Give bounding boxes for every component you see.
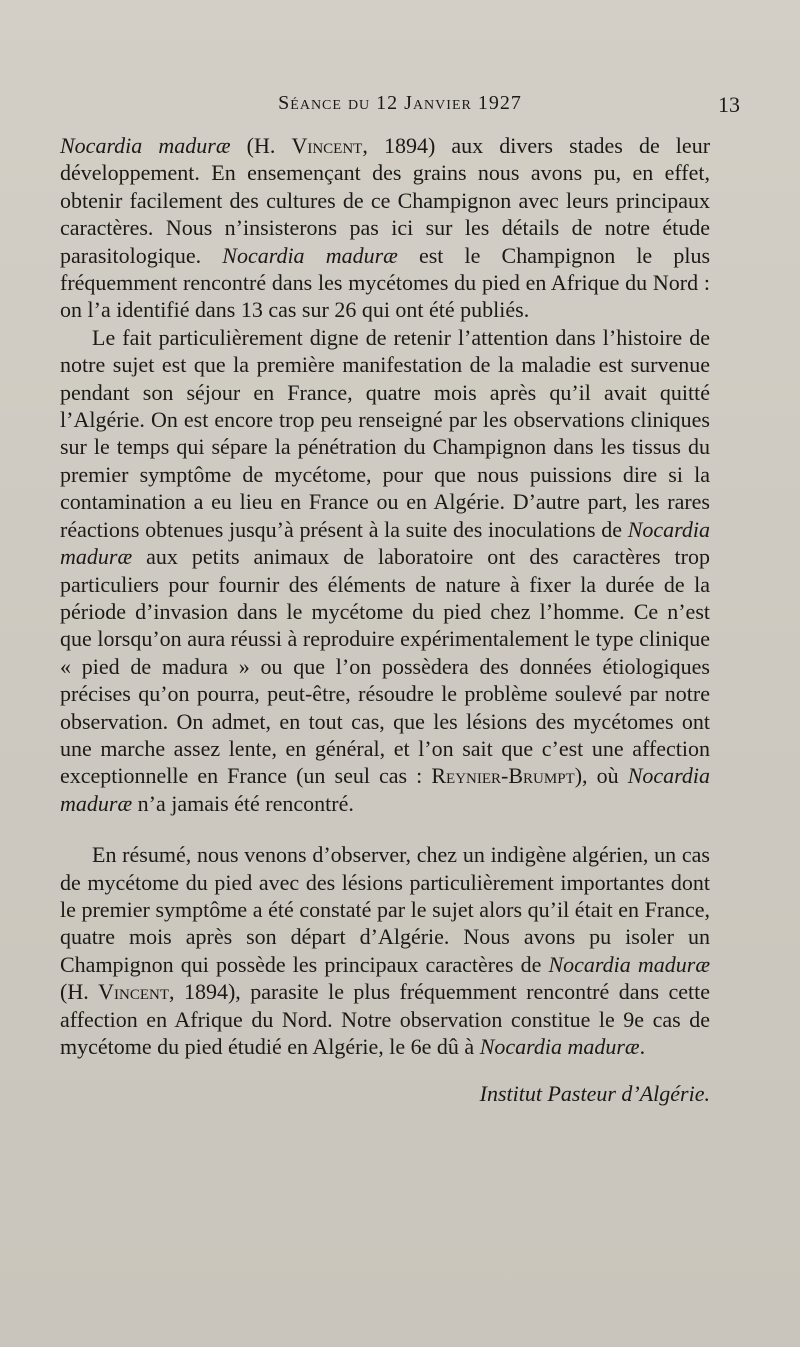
- text-run: En résumé, nous venons d’observer, chez un indigène algérien, un cas de mycétome du pied avec des lésions particulièrement importantes dont le premier symptôme a été constaté par le sujet alors qu’il était en France, quatre mois après son départ d’Algérie. Nous avons pu isoler un Champignon qui possède les principaux caractères de: [60, 842, 710, 977]
- text-run: , 1894), parasite le plus fréquemment rencontré dans cette affection en Afrique du Nord. Notre observation constitue le 9e cas de mycétome du pied étudié en Algérie, le 6e dû à: [60, 979, 710, 1059]
- italic-text: Nocardia maduræ: [60, 516, 710, 570]
- text-run: n’a jamais été rencontré.: [132, 790, 354, 816]
- text-run: ), où: [574, 763, 628, 789]
- italic-text: Nocardia maduræ: [60, 763, 710, 816]
- text-run: (H.: [230, 133, 292, 158]
- text-run: .: [639, 1034, 646, 1059]
- text-run: Le fait particulièrement digne de retenir l’attention dans l’histoire de notre sujet est que la première manifestation de la maladie est survenue pendant son séjour en France, quatre mois après qu’il avait quitté l’Algérie. On est encore trop peu renseigné par les observations cliniques sur le temps qui sépare la pénétration du Champignon dans les tissus du premier symptôme de mycétome, pour que nous puissions dire si la contamination a eu lieu en France ou en Algérie. D’autre part, les rares réactions obtenues jusqu’à présent à la suite des inoculations de: [60, 324, 710, 542]
- text-run: est le Champignon le plus fréquemment rencontré dans les mycétomes du pied en Afrique du Nord : on l’a identifié dans 13 cas sur 26 qui ont été publiés.: [60, 242, 711, 323]
- italic-text: Nocardia maduræ: [222, 242, 398, 268]
- small-caps-text: Vincent: [98, 979, 170, 1005]
- page-number: 13: [718, 92, 740, 117]
- small-caps-text: Reynier-Brumpt: [431, 763, 575, 789]
- running-head: Séance du 12 Janvier 1927: [278, 92, 522, 114]
- italic-text: Nocardia maduræ: [548, 951, 711, 977]
- paragraph: [60, 324, 710, 817]
- signature: Institut Pasteur d’Algérie.: [479, 1081, 710, 1107]
- text-run: (H.: [60, 979, 99, 1005]
- small-caps-text: Vincent: [291, 133, 363, 158]
- italic-text: Nocardia maduræ: [60, 133, 231, 158]
- body-text: [60, 132, 710, 1108]
- page-header: [60, 92, 740, 122]
- text-run: aux petits animaux de laboratoire ont des caractères trop particuliers pour fournir des éléments de nature à fixer la durée de la période d’invasion dans le mycétome du pied chez l’homme. Ce n’est que lorsqu’on aura réussi à reproduire expérimentalement le type clinique « pied de madura » ou que l’on possèdera des données étiologiques précises qu’on pourra, peut-être, résoudre le problème soulevé par notre observation. On admet, en tout cas, que les lésions des mycétomes ont une marche assez lente, en général, et l’on sait que c’est une affection exceptionnelle en France (un seul cas :: [60, 544, 710, 789]
- paragraph: [60, 132, 710, 324]
- paragraph: [60, 841, 710, 1060]
- italic-text: Nocardia maduræ: [479, 1034, 640, 1059]
- text-run: , 1894) aux divers stades de leur développement. En ensemençant des grains nous avons pu, en effet, obtenir facilement des cultures de ce Champignon avec leurs principaux caractères. Nous n’insisterons pas ici sur les détails de notre étude parasitologique.: [60, 133, 711, 268]
